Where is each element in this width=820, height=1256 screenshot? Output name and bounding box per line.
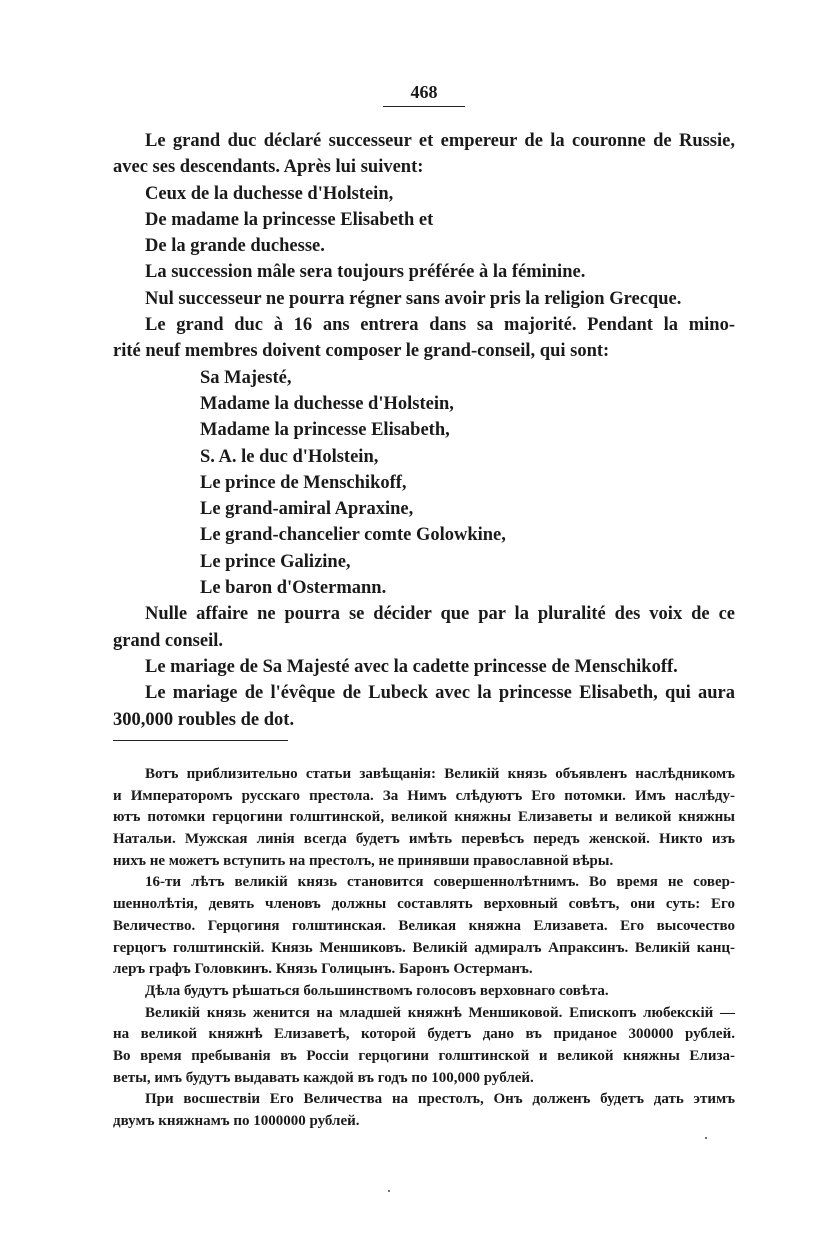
footnote-line: Величество. Герцогиня голштинская. Великая княжна Елизавета. Его высочество	[113, 917, 735, 934]
footnote-line: Великій князь женится на младшей княжнѣ Меншиковой. Епископъ любекскій —	[145, 1004, 735, 1021]
footnote-line: герцогъ голштинскій. Князь Меншиковъ. Великій адмиралъ Апраксинъ. Великій канц-	[113, 939, 735, 956]
council-member: Madame la princesse Elisabeth,	[200, 420, 450, 441]
footnote-line: ютъ потомки герцогини голштинской, великой княжны Елизаветы и великой княжны	[113, 809, 735, 826]
text-line: Le mariage de Sa Majesté avec la cadette princesse de Menschikoff.	[145, 656, 678, 677]
text-line: avec ses descendants. Après lui suivent:	[113, 157, 424, 178]
text-line: 300,000 roubles de dot.	[113, 709, 295, 730]
text-line: rité neuf membres doivent composer le grand-conseil, qui sont:	[113, 341, 610, 362]
council-member: Le baron d'Ostermann.	[200, 578, 387, 599]
council-member: Le prince de Menschikoff,	[200, 472, 407, 493]
text-line: Nul successeur ne pourra régner sans avoir pris la religion Grecque.	[145, 288, 682, 309]
footnote-line: на великой княжнѣ Елизаветѣ, которой будетъ дано въ приданое 300000 рублей.	[113, 1026, 735, 1043]
text-line: Le mariage de l'évêque de Lubeck avec la princesse Elisabeth, qui aura	[145, 683, 735, 704]
council-member: Madame la duchesse d'Holstein,	[200, 393, 454, 414]
footnote-line: Дѣла будутъ рѣшаться большинствомъ голосовъ верховнаго совѣта.	[145, 982, 609, 999]
text-line: La succession mâle sera toujours préférée à la féminine.	[145, 262, 586, 283]
text-line: Le grand duc déclaré successeur et empereur de la couronne de Russie,	[145, 131, 735, 151]
text-line: Ceux de la duchesse d'Holstein,	[145, 183, 394, 204]
council-member: Le grand-amiral Apraxine,	[200, 499, 414, 520]
footnote-line: 16-ти лѣтъ великій князь становится совершеннолѣтнимъ. Во время не совер-	[145, 874, 735, 891]
council-member: Sa Majesté,	[200, 367, 292, 388]
footnote	[113, 764, 735, 1133]
scan-speck	[388, 1190, 390, 1192]
scan-speck	[705, 1137, 707, 1139]
footnote-line: и Императоромъ русскаго престола. За Нимъ слѣдуютъ Его потомки. Имъ наслѣду-	[113, 787, 735, 804]
text-line: De madame la princesse Elisabeth et	[145, 209, 434, 230]
council-member: Le prince Galizine,	[200, 551, 351, 572]
text-line: De la grande duchesse.	[145, 236, 325, 257]
footnote-line: веты, имъ будутъ выдавать каждой въ годъ по 100,000 рублей.	[113, 1069, 534, 1086]
footnote-line: При восшествіи Его Величества на престолъ, Онъ долженъ будетъ дать этимъ	[145, 1091, 735, 1108]
footnote-line: двумъ княжнамъ по 1000000 рублей.	[113, 1113, 360, 1130]
footnote-line: леръ графъ Головкинъ. Князь Голицынъ. Баронъ Остерманъ.	[113, 961, 533, 978]
footnote-line: Во время пребыванія въ Россіи герцогини голштинской и великой княжны Елиза-	[113, 1047, 735, 1064]
text-line: Nulle affaire ne pourra se décider que par la pluralité des voix de ce	[145, 604, 735, 625]
footnote-rule	[113, 740, 288, 741]
council-member: Le grand-chancelier comte Golowkine,	[200, 525, 506, 546]
council-member: S. A. le duc d'Holstein,	[200, 446, 379, 467]
text-line: Le grand duc à 16 ans entrera dans sa majorité. Pendant la mino-	[145, 315, 735, 336]
footnote-line: Вотъ приблизительно статьи завѣщанія: Великій князь объявленъ наслѣдникомъ	[145, 766, 735, 782]
text-line: grand conseil.	[113, 630, 223, 651]
main-text	[113, 128, 735, 733]
footnote-line: нихъ не можетъ вступить на престолъ, не принявши православной вѣры.	[113, 852, 614, 869]
footnote-line: шеннолѣтія, девять членовъ должны составлять верховный совѣтъ, они суть: Его	[113, 896, 735, 913]
page-number: 468	[410, 82, 438, 102]
header-rule	[383, 106, 465, 107]
footnote-line: Натальи. Мужская линія всегда будетъ имѣть перевѣсъ передъ женской. Никто изъ	[113, 831, 735, 848]
